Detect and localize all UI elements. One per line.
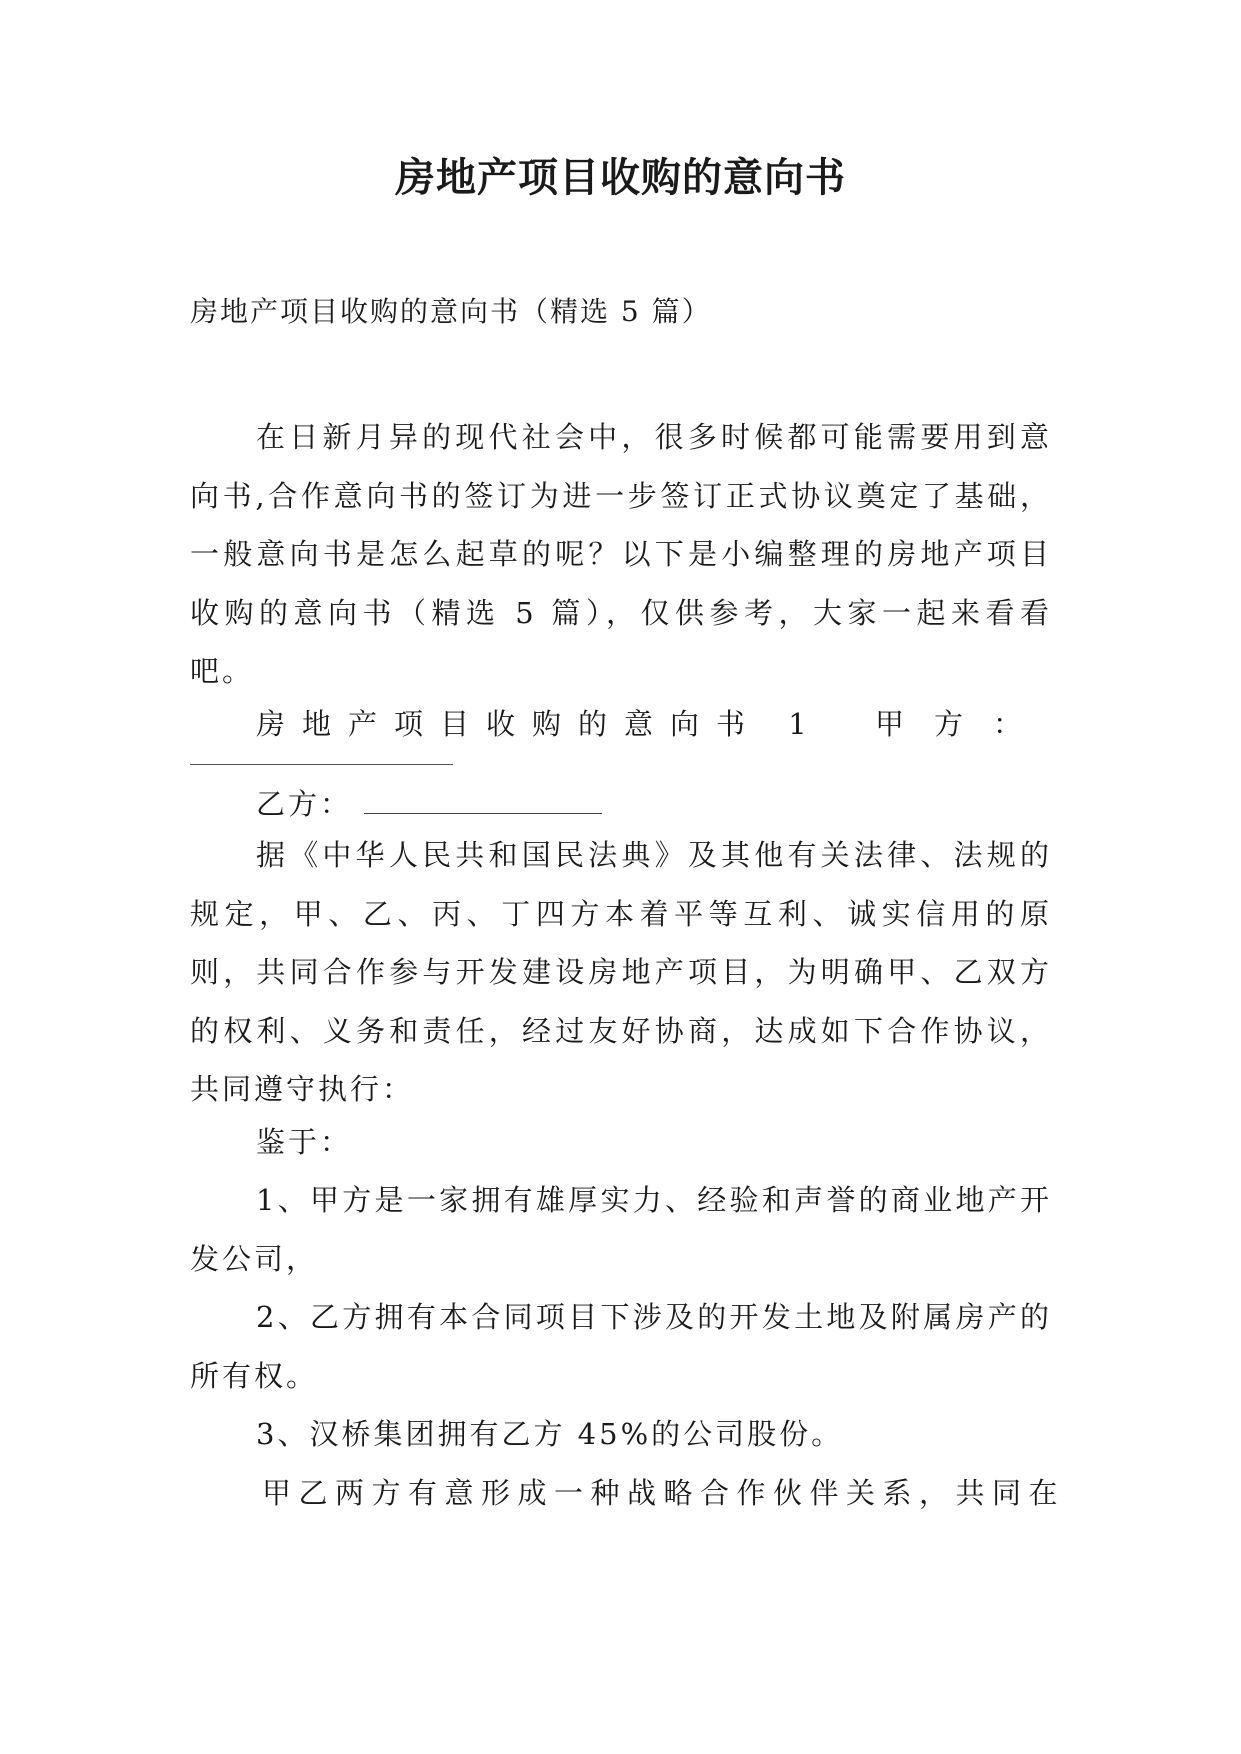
- party-b-label: 乙方：: [256, 787, 353, 821]
- intro-paragraph: 在日新月异的现代社会中，很多时候都可能需要用到意向书,合作意向书的签订为进一步签订正式协议奠定了基础，一般意向书是怎么起草的呢？以下是小编整理的房地产项目收购的意向书（精选 5 篇），仅供参考，大家一起来看看吧。: [190, 420, 1052, 688]
- closing-paragraph: 甲乙两方有意形成一种战略合作伙伴关系，共同在: [262, 1476, 1066, 1510]
- basis-paragraph: 据《中华人民共和国民法典》及其他有关法律、法规的规定，甲、乙、丙、丁四方本着平等互利、诚实信用的原则，共同合作参与开发建设房地产项目，为明确甲、乙双方的权利、义务和责任，经过友好协商，达成如下合作协议，共同遵守执行：: [190, 838, 1052, 1106]
- whereas-label: 鉴于：: [256, 1125, 353, 1159]
- section1-heading-row: [190, 704, 1052, 744]
- party-a-blank-line: [190, 764, 453, 765]
- section1-heading: 房地产项目收购的意向书 1: [256, 707, 824, 741]
- document-title: 房地产项目收购的意向书: [395, 154, 846, 201]
- document-subtitle: 房地产项目收购的意向书（精选 5 篇）: [190, 295, 712, 328]
- item-3: 3、汉桥集团拥有乙方 45%的公司股份。: [256, 1417, 844, 1451]
- party-a-label: 甲方：: [874, 707, 1052, 741]
- party-b-blank-line: [364, 785, 602, 814]
- party-b-row: [256, 784, 602, 824]
- item-2: 2、乙方拥有本合同项目下涉及的开发土地及附属房产的所有权。: [190, 1300, 1052, 1393]
- item-1: 1、甲方是一家拥有雄厚实力、经验和声誉的商业地产开发公司，: [190, 1183, 1052, 1276]
